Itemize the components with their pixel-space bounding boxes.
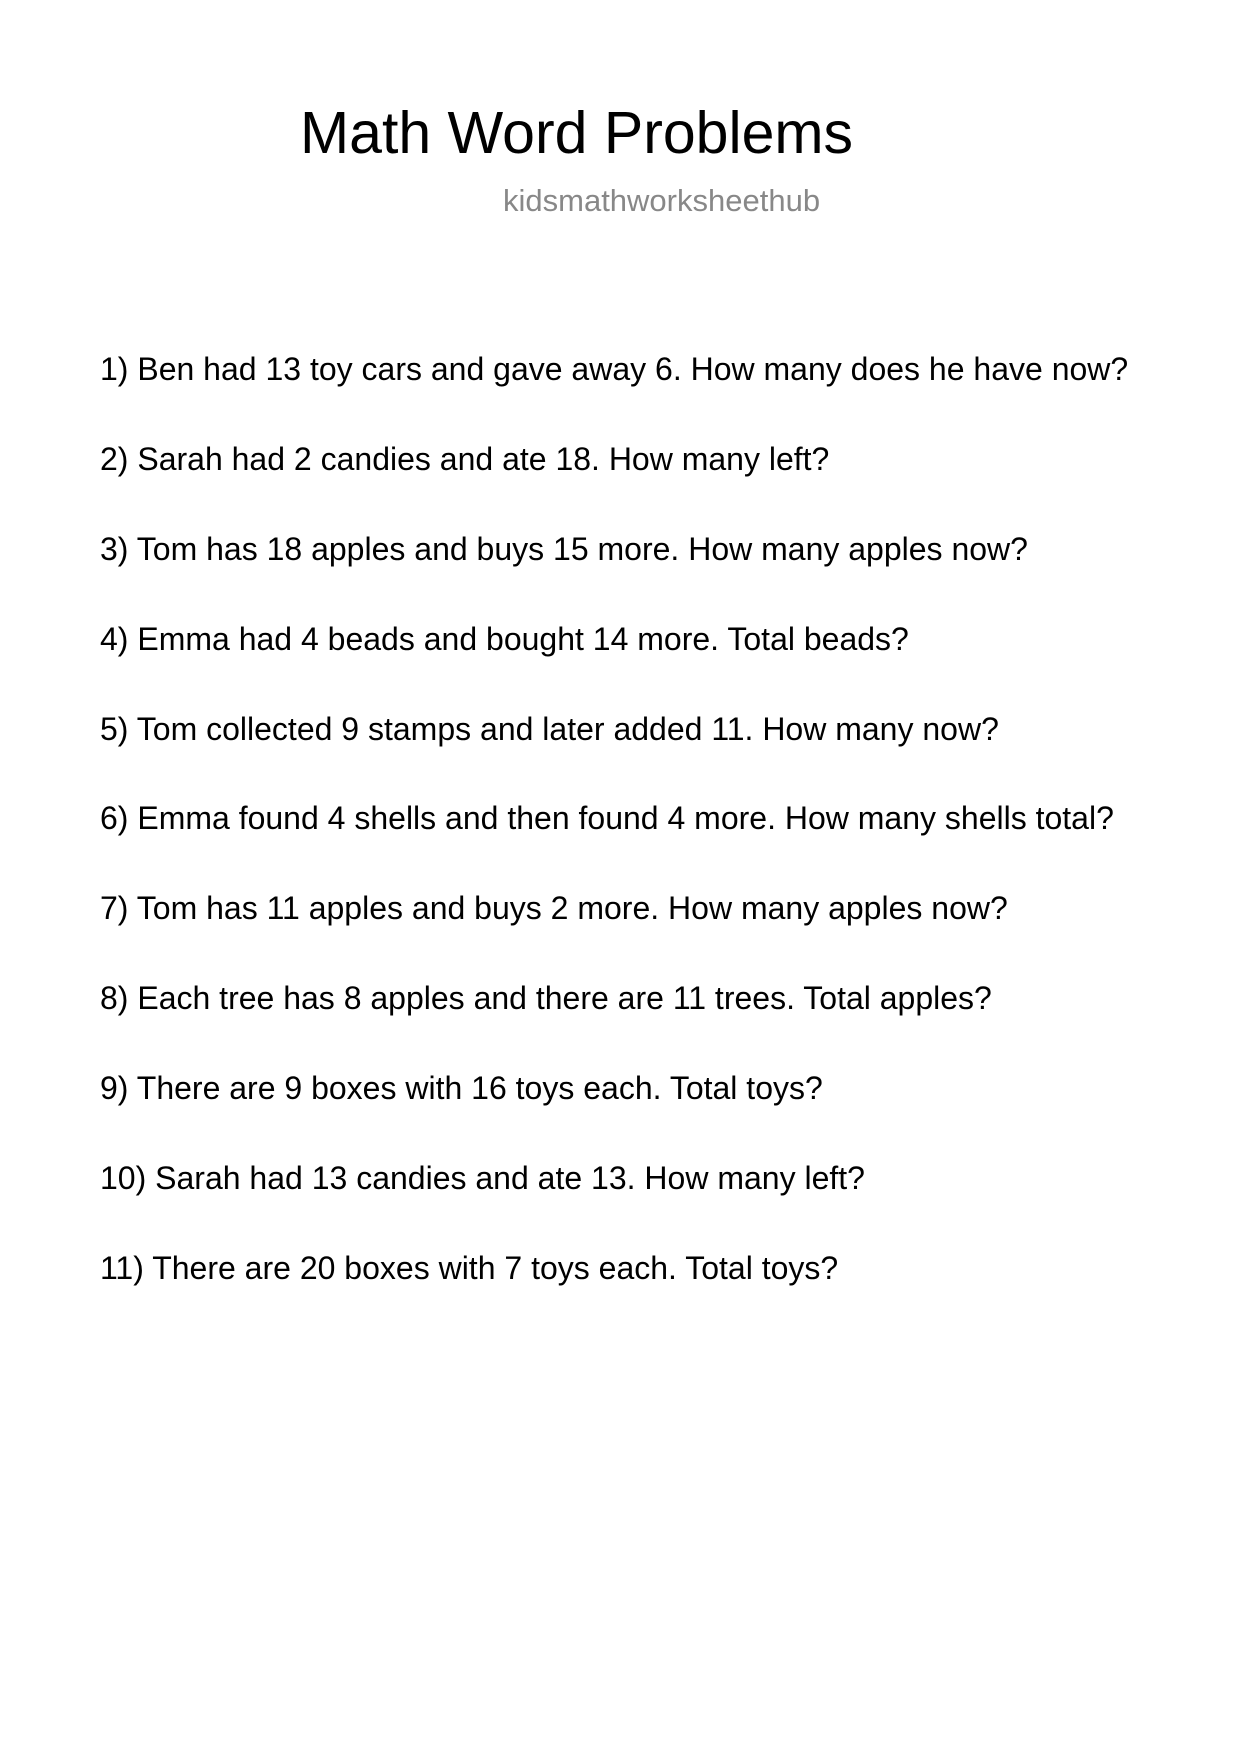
- problem-item: 4) Emma had 4 beads and bought 14 more. Total beads?: [100, 620, 909, 657]
- problem-item: 9) There are 9 boxes with 16 toys each. Total toys?: [100, 1070, 823, 1107]
- problem-item: 10) Sarah had 13 candies and ate 13. How many left?: [100, 1160, 865, 1197]
- site-name: kidsmathworksheethub: [503, 183, 821, 218]
- problem-item: 5) Tom collected 9 stamps and later added 11. How many now?: [100, 710, 999, 747]
- problem-item: 1) Ben had 13 toy cars and gave away 6. How many does he have now?: [100, 351, 1129, 387]
- problem-item: 2) Sarah had 2 candies and ate 18. How many left?: [100, 440, 830, 477]
- problem-item: 11) There are 20 boxes with 7 toys each. Total toys?: [100, 1249, 839, 1286]
- problem-list: [100, 349, 1128, 1338]
- page-title: Math Word Problems: [300, 100, 854, 166]
- problem-item: 8) Each tree has 8 apples and there are 11 trees. Total apples?: [100, 980, 992, 1017]
- problem-item: 6) Emma found 4 shells and then found 4 more. How many shells total?: [100, 800, 1114, 837]
- problem-item: 3) Tom has 18 apples and buys 15 more. How many apples now?: [100, 530, 1028, 567]
- problem-item: 7) Tom has 11 apples and buys 2 more. How many apples now?: [100, 890, 1008, 927]
